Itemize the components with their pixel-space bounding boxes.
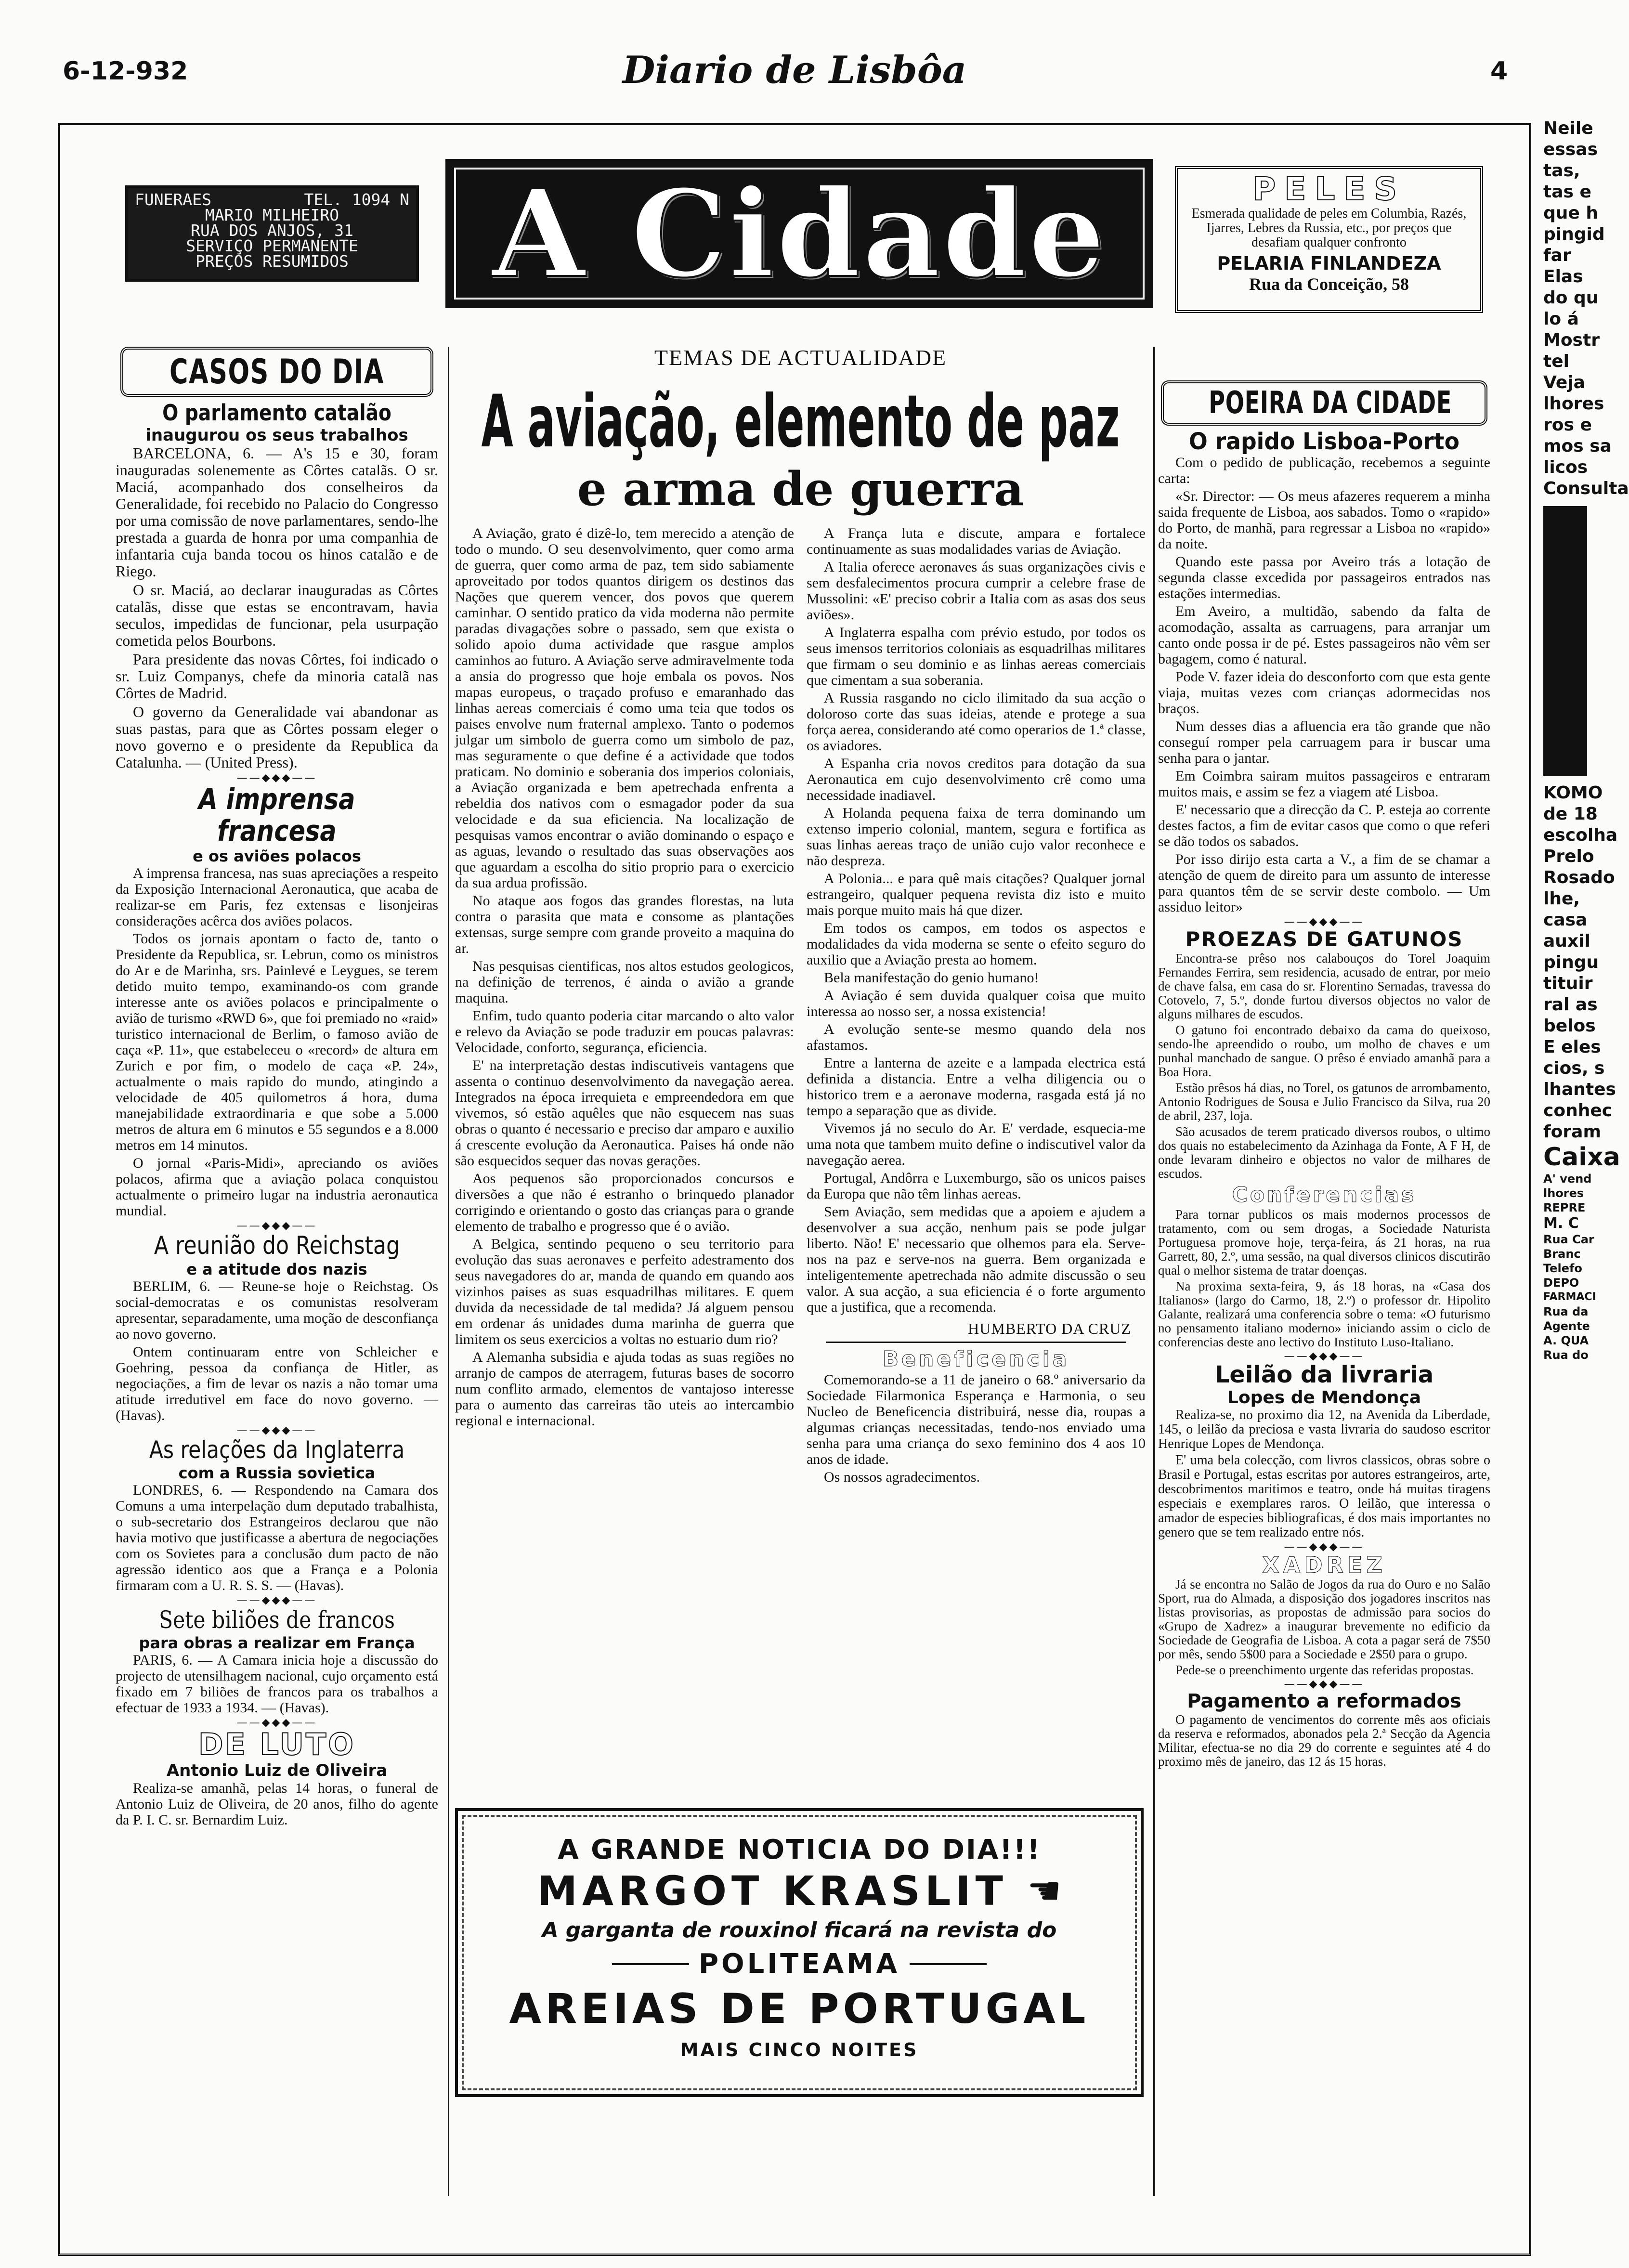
- adjacent-fragment: do qu: [1543, 288, 1599, 308]
- body-paragraph: Sem Aviação, sem medidas que a apoiem e ajudem a desenvolver a sua acção, nenhum pais se pode julgar liberto. Não! E' necessario que olhemos para ela. Serve-nos na paz e serve-nos na guerra. Bem organizada e inteligentemente apetrechada não admite discussão o seu valor. A sua acção, a sua eficiencia é o forte argumento que a justifica, que a recomenda.: [807, 1204, 1146, 1315]
- ad-headliner: MARGOT KRASLIT: [537, 1867, 1008, 1915]
- pointing-hand-icon: ☚: [1027, 1868, 1062, 1913]
- ad-rule-right: [910, 1963, 987, 1965]
- signature-rule: [826, 1342, 1126, 1343]
- peles-ad: [1175, 166, 1483, 313]
- ornament-divider: ——◆◆◆——: [236, 1594, 317, 1606]
- adjacent-fragment: de 18: [1543, 804, 1598, 824]
- article-parlamento: [116, 400, 438, 771]
- article-imprensa: [116, 783, 438, 1219]
- adjacent-fragment: cios, s: [1543, 1058, 1605, 1078]
- article-paragraph: E' necessario que a direcção da C. P. esteja ao corrente destes factos, a fim de evitar casos que como o que referi se dão todos os sabados.: [1158, 802, 1490, 849]
- article-title: A imprensa francesa: [198, 782, 355, 848]
- beneficencia-title: Beneficencia: [882, 1347, 1070, 1371]
- ad-line-2: [458, 1867, 1141, 1915]
- body-paragraph: A Holanda pequena faixa de terra dominando um extenso imperio colonial, mantem, segura e fortifica as suas linhas aereas traço de união cujo valor reconhece e não despreza.: [807, 805, 1146, 869]
- adjacent-fragment: lo á: [1543, 309, 1579, 329]
- funeraes-service: SERVIÇO PERMANENTE: [186, 236, 358, 255]
- article-body-col1: [455, 525, 794, 1487]
- peles-text: Esmerada qualidade de peles em Columbia, Razés, Ijarres, Lebres da Russia, etc., por preços que desafiam qualquer confronto: [1191, 206, 1467, 250]
- article-paragraph: Encontra-se prêso nos calabouços do Torel Joaquim Fernandes Ferrira, sem residencia, acusado de entrar, por meio de chave falsa, em casa do sr. Florentino Sernadas, travessa do Cotovelo, 7, 5.º, donde furtou diversos objectos no valor de alguns milhares de escudos.: [1158, 951, 1490, 1021]
- article-title: Conferencias: [1232, 1183, 1417, 1207]
- article-paragraph: Para tornar publicos os mais modernos processos de tratamento, com ou sem drogas, a Sociedade Naturista Portuguesa promove hoje, terça-feira, ás 21 horas, na rua Garrett, 80, 2.º, uma sessão, na qual diversos clinicos discutirão qual o melhor sistema de tratar doenças.: [1158, 1207, 1490, 1277]
- ad-show: AREIAS DE PORTUGAL: [509, 1985, 1090, 2033]
- ad-line-4: [458, 1946, 1141, 1982]
- article-subtitle: para obras a realizar em França: [139, 1634, 415, 1652]
- article-title: Pagamento a reformados: [1187, 1690, 1461, 1712]
- adjacent-fragment: Rua do: [1543, 1348, 1589, 1362]
- adjacent-fragment: tas e: [1543, 182, 1591, 202]
- adjacent-fragment: Prelo: [1543, 847, 1594, 866]
- body-paragraph: A Russia rasgando no ciclo ilimitado da sua acção o doloroso corte das suas ideias, atende e protege a sua força aerea, considerando até como operarios de 1.ª classe, os aviadores.: [807, 690, 1146, 754]
- article-kicker: TEMAS DE ACTUALIDADE: [654, 345, 947, 370]
- ornament-divider: ——◆◆◆——: [236, 1717, 317, 1729]
- adjacent-fragment: Mostr: [1543, 330, 1600, 350]
- adjacent-fragment: KOMO: [1543, 783, 1603, 803]
- article-rapido: [1158, 429, 1490, 915]
- funeraes-prices: PREÇOS RESUMIDOS: [195, 252, 349, 271]
- column-rule-left: [448, 347, 449, 2196]
- masthead: Diario de Lisbôa: [622, 48, 967, 92]
- adjacent-fragment: Consulta: [1543, 479, 1629, 498]
- adjacent-fragment: far: [1543, 246, 1571, 265]
- adjacent-fragment: lhores: [1543, 1186, 1584, 1200]
- article-title: DE LUTO: [198, 1727, 356, 1762]
- article-signature: HUMBERTO DA CRUZ: [968, 1320, 1131, 1337]
- article-paragraph: E' uma bela colecção, com livros classicos, obras sobre o Brasil e Portugal, estas escritas por autores estrangeiros, arte, descobrimentos maritimos e teatro, onde há muitas tiragens especiais e exemplares raros. O leilão, que interessa o amador de especies bibliograficas, é dos mais importantes no genero que se tem realizado entre nós.: [1158, 1453, 1490, 1540]
- article-leilao: [1158, 1362, 1490, 1540]
- adjacent-fragment: FARMACI: [1543, 1291, 1596, 1303]
- adjacent-fragment: lhantes: [1543, 1080, 1616, 1099]
- article-reformados: [1158, 1690, 1490, 1769]
- page-date: 6-12-932: [63, 57, 188, 86]
- article-paragraph: LONDRES, 6. — Respondendo na Camara dos Comuns a uma interpelação dum deputado trabalhista, o sub-secretario dos Estrangeiros declarou que não havia motivo que justificasse a abertura de negociações com os Sovietes para a conclusão dum pacto de não agressão identico aos que a França e a Polonia firmaram com a U. R. S. S. — (Havas).: [116, 1482, 438, 1593]
- body-paragraph: E' na interpretação destas indiscutiveis vantagens que assenta o continuo desenvolvimento da navegação aerea. Integrados na época irrequieta e empreendedora em que vivemos, só estão aquêles que não esquecem nas suas obras o quanto é necessario e preciso dar amparo e auxilio á crescente evolução da Aeronautica. Paises há onde não são esquecidos sequer das novas gerações.: [455, 1057, 794, 1169]
- ornament-divider: ——◆◆◆——: [1284, 1678, 1365, 1690]
- article-title: As relações da Inglaterra: [149, 1436, 405, 1464]
- article-paragraph: Em Aveiro, a multidão, sabendo da falta de acomodação, assalta as carruagens, para arranjar um canto onde possa ir de pé. Estes passageiros não vêm ser bagagem, como é natural.: [1158, 603, 1490, 667]
- ad-line-1: A GRANDE NOTICIA DO DIA!!!: [558, 1834, 1041, 1865]
- article-paragraph: Quando este passa por Aveiro trás a lotação de segunda classe excedida por passageiros entrados nas estações intermedias.: [1158, 554, 1490, 601]
- article-xadrez: [1158, 1552, 1490, 1677]
- poeira-header: [1161, 380, 1487, 426]
- article-paragraph: O governo da Generalidade vai abandonar as suas pastas, para que as Côrtes possam eleger o novo governo e o presidente da Republica da Catalunha. — (United Press).: [116, 703, 438, 771]
- adjacent-fragment: E eles: [1543, 1037, 1601, 1057]
- article-title: A reunião do Reichstag: [154, 1231, 400, 1260]
- ad-venue: POLITEAMA: [698, 1948, 900, 1980]
- article-paragraph: Na proxima sexta-feira, 9, ás 18 horas, na «Casa dos Italianos» (largo do Carmo, 18, 2.º) o professor dr. Hipolito Galante, realizará uma conferencia sobre o tema: «O futurismo no pensamento italiano moderno» iniciando assim o ciclo de conferencias deste ano lectivo do Instituto Luso-Italiano.: [1158, 1279, 1490, 1349]
- adjacent-fragment: Veja: [1543, 373, 1585, 392]
- body-paragraph: A Polonia... e para quê mais citações? Qualquer jornal estrangeiro, qualquer pequena revista diz isto e muito mais porque muito mais há que dizer.: [807, 871, 1146, 918]
- article-title: O parlamento catalão: [162, 400, 391, 426]
- article-paragraph: O pagamento de vencimentos do corrente mês aos oficiais da reserva e reformados, abonados pela 2.ª Secção da Agencia Militar, efectua-se no dia 29 do corrente e seguintes até 4 do proximo mês de janeiro, das 12 ás 15 horas.: [1158, 1712, 1490, 1769]
- article-paragraph: BERLIM, 6. — Reune-se hoje o Reichstag. Os social-democratas e os comunistas resolveram apresentar, separadamente, uma moção de desconfiança ao novo governo.: [116, 1278, 438, 1342]
- article-paragraph: Já se encontra no Salão de Jogos da rua do Ouro e no Salão Sport, rua do Almada, a disposição dos jogadores inscritos nas listas provisorias, as propostas de admissão para socios do «Grupo de Xadrez» a inaugurar brevemente no edificio da Sociedade de Geografia de Lisboa. A cota a pagar será de 7$50 por mês, sendo 5$00 para a Sociedade e 2$50 para o grupo.: [1158, 1577, 1490, 1661]
- adjacent-fragment: pingu: [1543, 952, 1599, 972]
- adjacent-fragment: lhe,: [1543, 889, 1580, 909]
- article-paragraph: Estão prêsos há dias, no Torel, os gatunos de arrombamento, Antonio Rodrigues de Sousa e Julio Francisco da Silva, rua 20 de abril, 237, loja.: [1158, 1081, 1490, 1123]
- body-paragraph: A evolução sente-se mesmo quando dela nos afastamos.: [807, 1021, 1146, 1053]
- body-paragraph: Aos pequenos são proporcionados concursos e diversões a que não é estranho o brinquedo planador corrigindo e orientando o gosto das crianças para o grande elemento de trabalho e progresso que é o avião.: [455, 1171, 794, 1234]
- body-paragraph: A Aviação é sem duvida qualquer coisa que muito interessa ao nosso ser, a nossa existencia!: [807, 988, 1146, 1019]
- section-banner: [445, 159, 1153, 308]
- adjacent-fragment: conhec: [1543, 1101, 1613, 1121]
- article-paragraph: Ontem continuaram entre von Schleicher e Goehring, pessoa da confiança de Hitler, as negociações, a fim de levar os nazis a não tomar uma atitude irredutivel em face do novo governo. — (Havas).: [116, 1344, 438, 1423]
- article-paragraph: PARIS, 6. — A Camara inicia hoje a discussão do projecto de utensilhagem nacional, cujo orçamento está fixado em 7 biliões de francos para os trabalhos a efectuar de 1933 a 1934. — (Havas).: [116, 1652, 438, 1716]
- margot-kraslit-ad: [455, 1808, 1144, 2097]
- body-paragraph: Vivemos já no seculo do Ar. E' verdade, esquecia-me uma nota que tambem muito define o indiscutivel valor da navegação aerea.: [807, 1121, 1146, 1168]
- article-title: XADREZ: [1262, 1552, 1386, 1578]
- ad-line-3: A garganta de rouxinol ficará na revista do: [542, 1918, 1057, 1942]
- adjacent-fragment: tas,: [1543, 161, 1580, 181]
- article-paragraph: Pode V. fazer ideia do desconforto com que esta gente viaja, muitas vezes com crianças adormecidas nos braços.: [1158, 669, 1490, 717]
- ornament-divider: ——◆◆◆——: [1284, 1350, 1365, 1362]
- article-body-col2: [807, 525, 1146, 1487]
- funeraes-title: FUNERAES: [135, 190, 211, 209]
- article-inglaterra: [116, 1436, 438, 1593]
- adjacent-fragment: A' vend: [1543, 1172, 1592, 1186]
- body-paragraph: Portugal, Andôrra e Luxemburgo, são os unicos paises da Europa que não têm linhas aereas.: [807, 1170, 1146, 1202]
- body-paragraph: Em todos os campos, em todos os aspectos e modalidades da vida moderna se sente o efeito seguro do auxilio que a Aviação presta ao homem.: [807, 920, 1146, 968]
- article-subtitle: com a Russia sovietica: [178, 1464, 376, 1482]
- ad-line-6: MAIS CINCO NOITES: [680, 2039, 919, 2060]
- ornament-divider: ——◆◆◆——: [236, 1424, 317, 1436]
- adjacent-fragment: Telefo: [1543, 1262, 1582, 1275]
- adjacent-fragment: tituir: [1543, 974, 1593, 993]
- article-subtitle: Antonio Luiz de Oliveira: [166, 1761, 388, 1780]
- center-article: [455, 344, 1146, 1487]
- column-rule-right: [1153, 347, 1155, 2196]
- body-paragraph: A Alemanha subsidia e ajuda todas as suas regiões no arranjo de campos de aterragem, futuras bases de socorro num conflito armado, elementos de vantajoso interesse para o aumento das carreiras tão uteis ao intercambio regional e internacional.: [455, 1349, 794, 1429]
- article-body: [455, 525, 1146, 1487]
- adjacent-page-strip: [1543, 118, 1629, 2160]
- body-paragraph: Bela manifestação do genio humano!: [824, 970, 1039, 986]
- adjacent-fragment: Elas: [1543, 267, 1583, 287]
- adjacent-fragment: ral as: [1543, 995, 1598, 1015]
- beneficencia-thanks: Os nossos agradecimentos.: [824, 1469, 980, 1485]
- peles-shop: PELARIA FINLANDEZA: [1217, 253, 1441, 274]
- article-paragraph: Por isso dirijo esta carta a V., a fim de se chamar a atenção de quem de direito para um assunto de interesse para quantos têm de se servir deste combolo. — Um assiduo leitor»: [1158, 851, 1490, 915]
- body-paragraph: Entre a lanterna de azeite e a lampada electrica está definida a distancia. Entre a velha diligencia ou o historico trem e a aeronave moderna, rasgada está já no tempo a separação que as divide.: [807, 1055, 1146, 1119]
- body-paragraph: A Belgica, sentindo pequeno o seu territorio para evolução das suas aeronaves e perfeito adestramento dos seus navegadores do ar, manda de quando em quando aos vizinhos paises as suas esquadrilhas militares. E quem duvida da necessidade de tal medida? Já alguem pensou em ordenar ás unidades duma marinha de guerra que limitem os seus exercicios a voltas no estuario dum rio?: [455, 1236, 794, 1347]
- article-subtitle: inaugurou os seus trabalhos: [145, 426, 408, 445]
- article-paragraph: O jornal «Paris-Midi», apreciando os aviões polacos, afirma que a aviação polaca conquistou actualmente o primeiro lugar na industria aeronautica mundial.: [116, 1155, 438, 1219]
- adjacent-fragment: REPRE: [1543, 1201, 1586, 1214]
- article-paragraph: Com o pedido de publicação, recebemos a seguinte carta:: [1158, 455, 1490, 486]
- article-paragraph: BARCELONA, 6. — A's 15 e 30, foram inauguradas solenemente as Côrtes catalãs. O sr. Maciá, acompanhado dos conselheiros da Generalidade, foi recebido no Palacio do Congresso por uma comissão de nove parlamentares, sendo-lhe prestada a guarda de honra por uma companhia de infantaria cuja banda tocou os hinos catalão e de Riego.: [116, 444, 438, 580]
- adjacent-fragment: Branc: [1543, 1247, 1581, 1261]
- funeraes-address: RUA DOS ANJOS, 31: [191, 221, 353, 240]
- funeraes-phone: TEL. 1094 N: [304, 190, 409, 209]
- article-paragraph: Em Coimbra sairam muitos passageiros e entraram muitos mais, e assim se fez a viagem até Lisboa.: [1158, 768, 1490, 800]
- article-paragraph: Todos os jornais apontam o facto de, tanto o Presidente da Republica, sr. Lebrun, como os ministros do Ar e de Marinha, srs. Painlevé e Leygues, se terem detido muito tempo, examinando-os com grande interesse ante os aviões polacos e principalmente o avião de turismo «RWD 6», que foi premiado no «raid» turistico internacional de Berlim, o famoso avião de caça «P. 11», que estabeleceu o «record» de altura em Zurich e por fim, o modelo de caça «P. 24», actualmente o mais rapido do mundo, atingindo a velocidade de 405 quilometros á hora, duma manejabilidade extraordinaria e que sobe a 5.000 metros de altura em 6 minutos e 55 segundos e a 8.000 metros em 14 minutos.: [116, 931, 438, 1153]
- article-paragraph: Realiza-se, no proximo dia 12, na Avenida da Liberdade, 145, o leilão da preciosa e vasta livraria do saudoso escritor Henrique Lopes de Mendonça.: [1158, 1408, 1490, 1451]
- adjacent-fragment: Rua da: [1543, 1305, 1589, 1318]
- right-column: [1158, 380, 1490, 1771]
- ad-rule-left: [612, 1963, 689, 1965]
- adjacent-fragment: tel: [1543, 352, 1569, 371]
- article-paragraph: São acusados de terem praticado diversos roubos, o ultimo dos quais no estabelecimento da Azinhaga da Fonte, A F H, de onde levaram dinheiro e objectos no valor de milhares de escudos.: [1158, 1124, 1490, 1181]
- casos-do-dia-title: CASOS DO DIA: [169, 352, 384, 391]
- article-paragraph: Num desses dias a afluencia era tão grande que não conseguí romper pela carruagem para ir buscar uma senha para o jantar.: [1158, 718, 1490, 766]
- body-paragraph: A Espanha cria novos creditos para dotação da sua Aeronautica em cujo desenvolvimento crê como uma necessidade inadiavel.: [807, 756, 1146, 803]
- article-subtitle: e os aviões polacos: [193, 847, 361, 865]
- adjacent-fragment: foram: [1543, 1122, 1601, 1142]
- article-paragraph: Realiza-se amanhã, pelas 14 horas, o funeral de Antonio Luiz de Oliveira, de 20 anos, filho do agente da P. I. C. sr. Bernardim Luiz.: [116, 1780, 438, 1828]
- adjacent-fragment: Rosado: [1543, 868, 1615, 887]
- adjacent-fragment: belos: [1543, 1016, 1596, 1036]
- left-column: [116, 347, 438, 1830]
- article-paragraph: O gatuno foi encontrado debaixo da cama do queixoso, sendo-lhe apreendido o roubo, um molho de chaves e um punhal manchado de sangue. O prêso é enviado amanhã para a Boa Hora.: [1158, 1023, 1490, 1079]
- page-number: 4: [1490, 57, 1508, 86]
- article-title: PROEZAS DE GATUNOS: [1185, 927, 1463, 951]
- ornament-divider: ——◆◆◆——: [1284, 1541, 1365, 1553]
- body-paragraph: A França luta e discute, ampara e fortalece continuamente as suas modalidades varias de Aviação.: [807, 525, 1146, 557]
- body-paragraph: Enfim, tudo quanto poderia citar marcando o alto valor e relevo da Aviação se pode traduzir em poucas palavras: Velocidade, conforto, segurança, eficiencia.: [455, 1008, 794, 1056]
- ornament-divider: ——◆◆◆——: [236, 772, 317, 784]
- casos-do-dia-header: [120, 347, 433, 397]
- article-bilioes: [116, 1606, 438, 1716]
- article-paragraph: A imprensa francesa, nas suas apreciações a respeito da Exposição Internacional Aeronautica, que acaba de realizar-se em Paris, fez extensas e lisonjeiras considerações acêrca dos aviões polacos.: [116, 865, 438, 929]
- body-paragraph: A Aviação, grato é dizê-lo, tem merecido a atenção de todo o mundo. O seu desenvolvimento, quer como arma de guerra, quer como arma de paz, tem sido sabiamente aproveitado por todos quantos dirigem os destinos das Nações que querem vencer, dos povos que querem caminhar. O sentido pratico da vida moderna não permite paradas divagações sobre o passado, sem que exista o solido apoio duma actividade que rasgue amplos caminhos ao futuro. A Aviação serve admiravelmente toda a ansia do progresso que hoje embala os povos. Nos mapas europeus, o traçado profuso e emaranhado das linhas aereas comerciais é como uma teia que todos os paises envolve num fraternal amplexo. Tanto o podemos julgar um simbolo de guerra como um simbolo de paz, mas seguramente o que define é a actividade que todos praticam. No dominio e soberania dos imperios coloniais, a Aviação organizada e bem apetrechada enfrenta a rebeldia dos nativos com o esmagador poder da sua velocidade e da sua eficiencia. Na localização de pesquisas vamos encontrar o avião dominando o espaço e as aguas, levando o resultado das suas observações aos que aguardam a escolha do sitio proprio para o exercicio da sua ardua profissão.: [455, 525, 794, 891]
- article-title: O rapido Lisboa-Porto: [1189, 428, 1460, 455]
- adjacent-fragment: casa: [1543, 910, 1588, 930]
- adjacent-fragment: DEPO: [1543, 1276, 1579, 1290]
- body-paragraph: A Italia oferece aeronaves ás suas organizações civis e sem desfalecimentos procura cumprir a celebre frase de Mussolini: «E' preciso cobrir a Italia com as asas dos seus aviões».: [807, 559, 1146, 623]
- adjacent-fragment: M. C: [1543, 1215, 1579, 1232]
- adjacent-fragment: Caixa: [1543, 1143, 1620, 1172]
- adjacent-fragment: licos: [1543, 457, 1588, 477]
- adjacent-block-black: [1543, 506, 1587, 776]
- section-banner-title: A Cidade: [492, 163, 1107, 304]
- article-paragraph: «Sr. Director: — Os meus afazeres requerem a minha saida frequente de Lisboa, aos sabados. Tomo o «rapido» do Porto, de manhã, para regressar a Lisboa no «rapido» da noite.: [1158, 488, 1490, 552]
- funeraes-ad: [125, 185, 419, 282]
- article-subtitle: e a atitude dos nazis: [186, 1260, 367, 1278]
- funeraes-name: MARIO MILHEIRO: [205, 206, 339, 224]
- body-paragraph: No ataque aos fogos das grandes florestas, na luta contra o parasita que mata e consome as plantações extensas, surge sempre com grande proveito a maquina do ar.: [455, 893, 794, 956]
- headline: A aviação, elemento de paz: [481, 380, 1120, 464]
- article-reichstag: [116, 1231, 438, 1423]
- article-paragraph: O sr. Maciá, ao declarar inauguradas as Côrtes catalãs, disse que estas se encontravam, havia seculos, impedidas de funcionar, pela usurpação cometida pelos Bourbons.: [116, 581, 438, 649]
- adjacent-fragment: pingid: [1543, 224, 1605, 244]
- poeira-title: POEIRA DA CIDADE: [1209, 385, 1452, 421]
- ornament-divider: ——◆◆◆——: [1284, 916, 1365, 928]
- article-proezas: [1158, 927, 1490, 1181]
- adjacent-fragment: Rua Car: [1543, 1233, 1594, 1246]
- adjacent-fragment: ros e: [1543, 415, 1592, 435]
- article-paragraph: Para presidente das novas Côrtes, foi indicado o sr. Luiz Companys, chefe da minoria catalã nas Côrtes de Madrid.: [116, 651, 438, 702]
- adjacent-fragment: auxil: [1543, 931, 1590, 951]
- article-de-luto: [116, 1728, 438, 1828]
- adjacent-fragment: Agente: [1543, 1319, 1590, 1333]
- peles-address: Rua da Conceição, 58: [1249, 274, 1409, 294]
- adjacent-fragment: mos sa: [1543, 436, 1612, 456]
- adjacent-fragment: que h: [1543, 203, 1598, 223]
- body-paragraph: A Inglaterra espalha com prévio estudo, por todos os seus imensos territorios coloniais as esquadrilhas militares que firmam o seu dominio e as linhas aereas comerciais que cimentam a sua soberania.: [807, 625, 1146, 688]
- article-conferencias: [1158, 1183, 1490, 1349]
- article-title: Sete biliões de francos: [159, 1606, 395, 1634]
- adjacent-fragment: A. QUA: [1543, 1334, 1589, 1347]
- body-paragraph: Nas pesquisas cientificas, nos altos estudos geologicos, na definição de terrenos, é ainda o avião a grande maquina.: [455, 958, 794, 1006]
- beneficencia-text: Comemorando-se a 11 de janeiro o 68.º aniversario da Sociedade Filarmonica Esperança e Harmonia, o seu Nucleo de Beneficencia distribuirá, nesse dia, roupas a algumas crianças necessitadas, tendo-nos enviado uma senha para uma criança do sexo feminino dos 4 aos 10 anos de idade.: [807, 1372, 1146, 1467]
- adjacent-fragment: lhores: [1543, 394, 1604, 414]
- adjacent-fragment: escolha: [1543, 825, 1618, 845]
- ornament-divider: ——◆◆◆——: [236, 1220, 317, 1232]
- article-subtitle: Lopes de Mendonça: [1227, 1388, 1421, 1408]
- adjacent-fragment: essas: [1543, 140, 1598, 159]
- article-paragraph: Pede-se o preenchimento urgente das referidas propostas.: [1175, 1663, 1474, 1677]
- adjacent-fragment: Neile: [1543, 118, 1593, 138]
- subhead: e arma de guerra: [577, 462, 1024, 516]
- article-title: Leilão da livraria: [1214, 1361, 1434, 1388]
- peles-title: PELES: [1252, 170, 1406, 208]
